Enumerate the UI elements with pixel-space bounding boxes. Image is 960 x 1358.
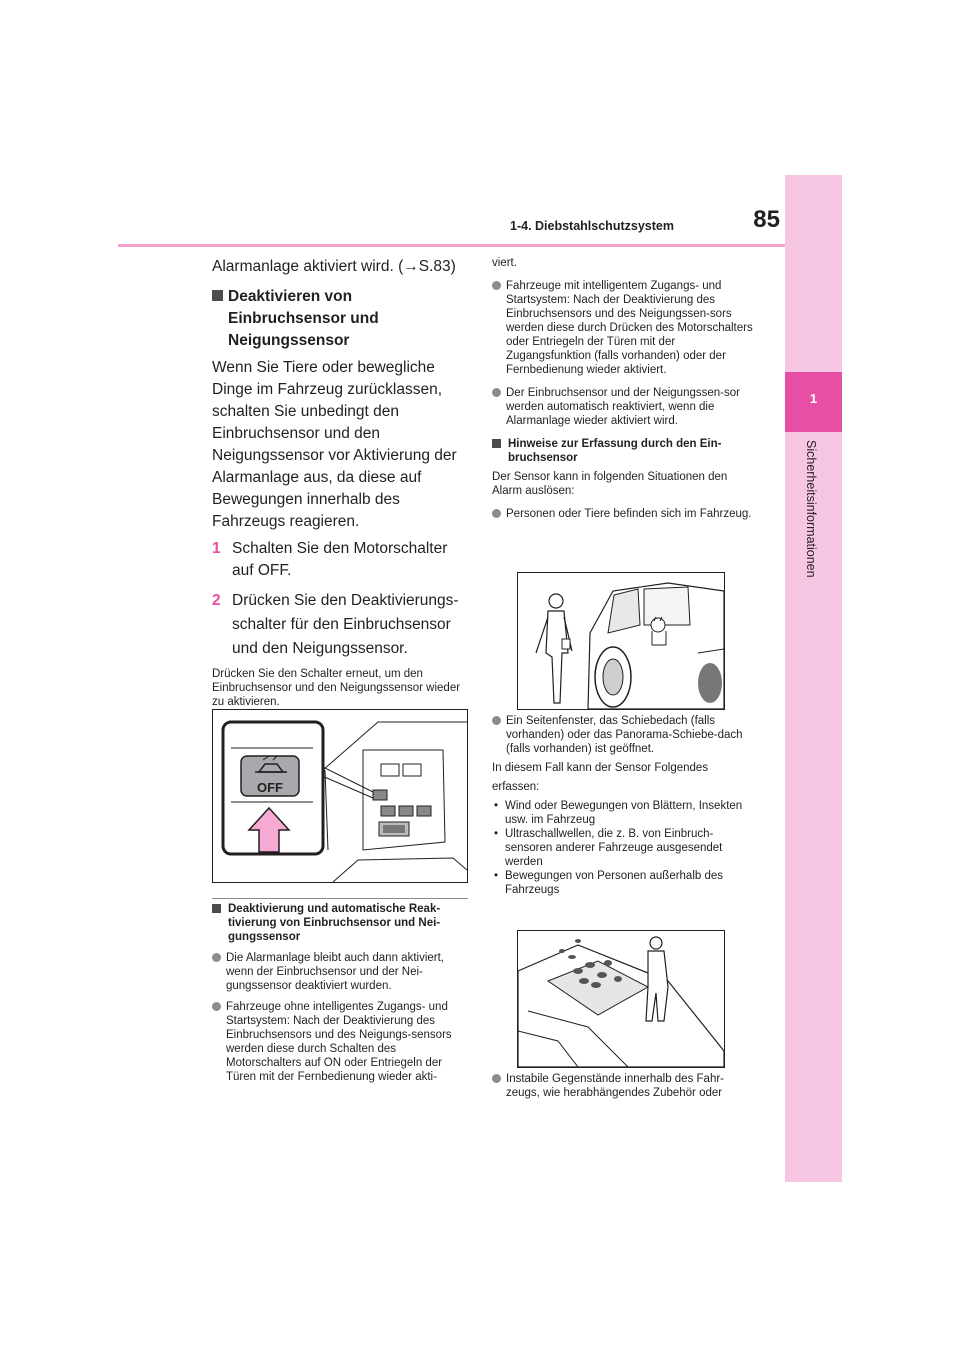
continued-text: viert. xyxy=(492,257,517,269)
bullet-text: Der Einbruchsensor und der Neigungssen-sor werden automatisch reaktiviert, wenn die Alarmanlage wieder aktiviert wird. xyxy=(506,387,740,427)
right-column xyxy=(492,256,754,521)
step-number: 1 xyxy=(212,540,221,557)
leaves-through-sunroof-illustration xyxy=(518,931,724,1067)
bullet-item xyxy=(212,951,470,993)
heading-text: Deaktivieren von Einbruchsensor und Neigungssensor xyxy=(228,288,379,349)
step-text: Drücken Sie den Deaktivierungs-schalter für den Einbruchsensor und den Neigungssensor. xyxy=(232,592,459,657)
left-column-lower xyxy=(212,902,470,1084)
sunroof-figure xyxy=(517,930,725,1068)
body-paragraph: Der Sensor kann in folgenden Situationen den Alarm auslösen: xyxy=(492,471,728,497)
list-text: Bewegungen von Personen außerhalb des Fahrzeugs xyxy=(505,870,724,896)
body-paragraph: Wenn Sie Tiere oder bewegliche Dinge im Fahrzeug zurücklassen, schalten Sie unbedingt den Einbruchsensor und den Neigungssensor vor Aktivierung der Alarmanlage aus, da diese auf Bewegungen innerhalb des Fahrzeugs reagieren. xyxy=(212,359,457,530)
note-paragraph: Drücken Sie den Schalter erneut, um den Einbruchsensor und den Neigungssensor wieder zu aktivieren. xyxy=(212,668,461,708)
step-text: Schalten Sie den Motorschalter auf OFF. xyxy=(232,540,448,579)
body-paragraph: In diesem Fall kann der Sensor Folgendes xyxy=(492,762,709,774)
page-number: 85 xyxy=(753,206,780,233)
person-dog-figure xyxy=(517,572,725,710)
round-bullet-icon xyxy=(492,388,501,397)
header-rule xyxy=(118,244,785,247)
round-bullet-icon xyxy=(212,1002,221,1011)
square-bullet-icon xyxy=(492,439,501,448)
note-heading xyxy=(212,902,470,944)
list-item xyxy=(492,869,754,897)
switch-figure xyxy=(212,709,468,883)
list-text: Ultraschallwellen, die z. B. von Einbruch-sensoren anderer Fahrzeuge ausgesendet werden xyxy=(505,828,723,868)
overhead-console-illustration xyxy=(213,710,467,882)
list-marker: • xyxy=(494,828,499,840)
bullet-item xyxy=(492,386,754,428)
square-bullet-icon xyxy=(212,290,223,301)
heading-text: Deaktivierung und automatische Reak-tivierung von Einbruchsensor und Nei-gungssensor xyxy=(228,903,441,943)
list-marker: • xyxy=(494,800,499,812)
step-2 xyxy=(212,589,470,661)
chapter-side-tab xyxy=(785,175,842,1182)
square-bullet-icon xyxy=(212,904,221,913)
bullet-item xyxy=(212,1000,470,1084)
step-1 xyxy=(212,538,470,582)
bullet-item xyxy=(492,507,754,521)
chapter-label xyxy=(798,440,818,600)
right-column-middle xyxy=(492,714,754,897)
bullet-item xyxy=(492,714,754,756)
chapter-number: 1 xyxy=(809,391,818,406)
section-title: 1-4. Diebstahlschutzsystem xyxy=(510,219,674,233)
bullet-text: Die Alarmanlage bleibt auch dann aktiviert, wenn der Einbruchsensor und der Nei-gungssensor deaktiviert wurden. xyxy=(226,952,444,992)
heading-text: Hinweise zur Erfassung durch den Ein-bruchsensor xyxy=(508,438,722,464)
list-marker: • xyxy=(494,870,499,882)
list-item xyxy=(492,799,754,827)
round-bullet-icon xyxy=(492,509,501,518)
bullet-text: Instabile Gegenstände innerhalb des Fahr-zeugs, wie herabhängendes Zubehör oder xyxy=(506,1073,725,1099)
continued-text: Alarmanlage aktiviert wird. (→S.83) xyxy=(212,258,456,275)
person-with-dog-in-car-illustration xyxy=(518,573,724,709)
note-heading xyxy=(492,437,754,465)
round-bullet-icon xyxy=(492,716,501,725)
body-paragraph: erfassen: xyxy=(492,781,540,793)
right-column-bottom xyxy=(492,1072,754,1100)
bullet-text: Fahrzeuge mit intelligentem Zugangs- und Startsystem: Nach der Deaktivierung des Einbruchsensors und des Neigungssen-sors werden diese durch Drücken des Motorschalters oder Entriegeln der Türen mit der Zugangsfunktion (falls vorhanden) oder der Fernbedienung wieder aktiviert. xyxy=(506,280,753,376)
step-number: 2 xyxy=(212,592,221,609)
section-divider xyxy=(212,898,468,899)
bullet-text: Personen oder Tiere befinden sich im Fahrzeug. xyxy=(506,508,752,520)
list-text: Wind oder Bewegungen von Blättern, Insekten usw. im Fahrzeug xyxy=(505,800,743,826)
bullet-item xyxy=(492,1072,754,1100)
left-column xyxy=(212,256,470,770)
bullet-text: Ein Seitenfenster, das Schiebedach (falls vorhanden) oder das Panorama-Schiebe-dach (falls vorhanden) ist geöffnet. xyxy=(506,715,743,755)
round-bullet-icon xyxy=(492,281,501,290)
bullet-text: Fahrzeuge ohne intelligentes Zugangs- und Startsystem: Nach der Deaktivierung des Einbruchsensors und des Neigungs-sensors werden diese durch Schalten des Motorschalters auf ON oder Entriegeln der Türen mit der Fernbedienung wieder akti- xyxy=(226,1001,452,1083)
round-bullet-icon xyxy=(492,1074,501,1083)
bullet-item xyxy=(492,279,754,377)
chapter-label-text: Sicherheitsinformationen xyxy=(804,440,818,578)
off-button-label: OFF xyxy=(257,780,283,795)
list-item xyxy=(492,827,754,869)
round-bullet-icon xyxy=(212,953,221,962)
section-heading xyxy=(212,286,470,352)
